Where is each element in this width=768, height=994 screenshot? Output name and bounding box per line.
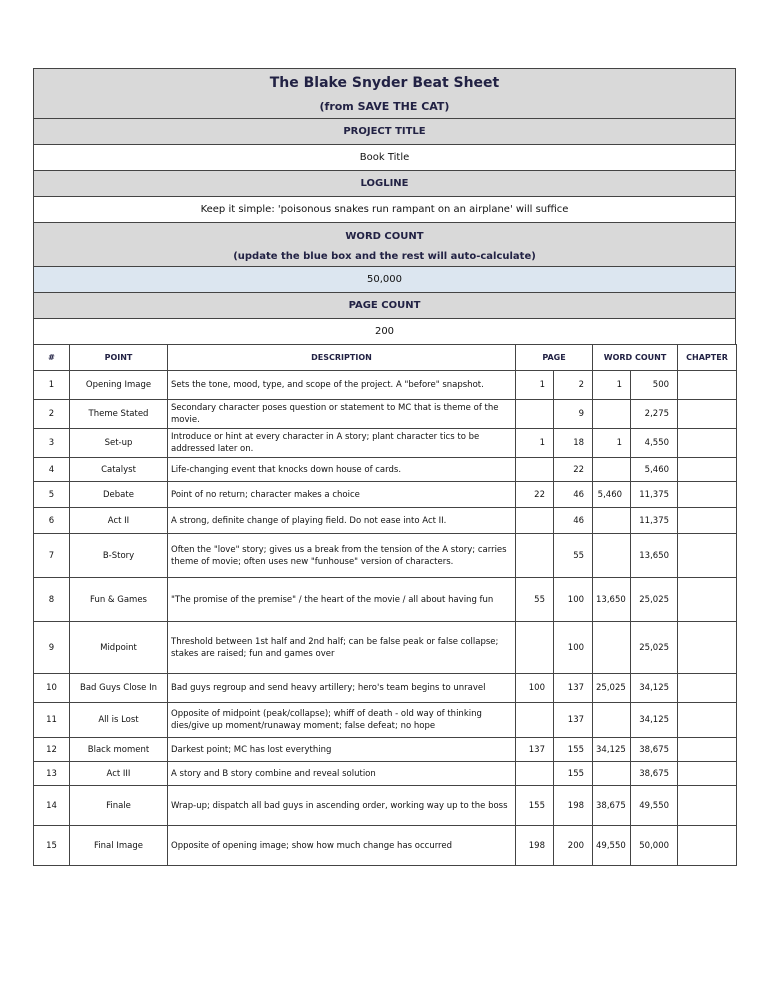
word-start: 25,025 xyxy=(593,674,631,703)
page-end: 55 xyxy=(554,534,593,578)
word-start xyxy=(593,458,631,482)
page-start xyxy=(516,534,554,578)
beat-description: Often the "love" story; gives us a break from the tension of the A story; carries theme of movie; often uses new "funhouse" version of characters. xyxy=(168,534,516,578)
beat-number: 11 xyxy=(34,703,70,738)
beat-number: 15 xyxy=(34,826,70,866)
beat-number: 6 xyxy=(34,508,70,534)
beat-number: 9 xyxy=(34,622,70,674)
beat-point: Theme Stated xyxy=(70,400,168,429)
beat-row xyxy=(34,674,737,703)
beat-number: 7 xyxy=(34,534,70,578)
page-end: 46 xyxy=(554,508,593,534)
page-count-field[interactable]: 200 xyxy=(33,318,736,344)
chapter-cell[interactable] xyxy=(678,738,737,762)
word-end: 25,025 xyxy=(631,578,678,622)
beat-number: 12 xyxy=(34,738,70,762)
page-end: 9 xyxy=(554,400,593,429)
beat-row xyxy=(34,508,737,534)
beat-point: Bad Guys Close In xyxy=(70,674,168,703)
chapter-cell[interactable] xyxy=(678,458,737,482)
chapter-cell[interactable] xyxy=(678,429,737,458)
word-start xyxy=(593,534,631,578)
page-end: 200 xyxy=(554,826,593,866)
project-title-field[interactable]: Book Title xyxy=(33,144,736,170)
beat-sheet xyxy=(33,68,736,866)
page-start xyxy=(516,703,554,738)
beat-number: 14 xyxy=(34,786,70,826)
sheet-title: The Blake Snyder Beat Sheet xyxy=(269,75,500,91)
word-count-label: WORD COUNT xyxy=(345,231,424,242)
page-start: 198 xyxy=(516,826,554,866)
word-start: 1 xyxy=(593,371,631,400)
word-end: 25,025 xyxy=(631,622,678,674)
page-start: 55 xyxy=(516,578,554,622)
logline-label: LOGLINE xyxy=(33,170,736,196)
page-end: 22 xyxy=(554,458,593,482)
word-start: 38,675 xyxy=(593,786,631,826)
page-end: 100 xyxy=(554,578,593,622)
word-end: 11,375 xyxy=(631,508,678,534)
beat-point: Fun & Games xyxy=(70,578,168,622)
word-end: 2,275 xyxy=(631,400,678,429)
chapter-cell[interactable] xyxy=(678,826,737,866)
page-start xyxy=(516,458,554,482)
beat-number: 5 xyxy=(34,482,70,508)
page-start xyxy=(516,400,554,429)
page-end: 137 xyxy=(554,674,593,703)
beat-point: All is Lost xyxy=(70,703,168,738)
word-end: 38,675 xyxy=(631,738,678,762)
beat-description: Introduce or hint at every character in A story; plant character tics to be addressed later on. xyxy=(168,429,516,458)
beat-row xyxy=(34,534,737,578)
beat-description: Threshold between 1st half and 2nd half; can be false peak or false collapse; stakes are raised; fun and games over xyxy=(168,622,516,674)
page-end: 46 xyxy=(554,482,593,508)
word-start xyxy=(593,622,631,674)
beat-description: Opposite of midpoint (peak/collapse); whiff of death - old way of thinking dies/give up moment/runaway moment; false defeat; no hope xyxy=(168,703,516,738)
beat-row xyxy=(34,703,737,738)
page-count-label: PAGE COUNT xyxy=(33,292,736,318)
col-point: POINT xyxy=(70,345,168,371)
beat-description: A story and B story combine and reveal solution xyxy=(168,762,516,786)
beat-number: 1 xyxy=(34,371,70,400)
word-count-note: (update the blue box and the rest will auto-calculate) xyxy=(233,251,536,262)
beat-row xyxy=(34,371,737,400)
page-end: 2 xyxy=(554,371,593,400)
page-start: 155 xyxy=(516,786,554,826)
beat-number: 3 xyxy=(34,429,70,458)
col-description: DESCRIPTION xyxy=(168,345,516,371)
col-page: PAGE xyxy=(516,345,593,371)
page-start: 1 xyxy=(516,371,554,400)
beat-description: Life-changing event that knocks down house of cards. xyxy=(168,458,516,482)
logline-field[interactable]: Keep it simple: 'poisonous snakes run rampant on an airplane' will suffice xyxy=(33,196,736,222)
chapter-cell[interactable] xyxy=(678,703,737,738)
beat-row xyxy=(34,786,737,826)
beat-row xyxy=(34,622,737,674)
page-start: 137 xyxy=(516,738,554,762)
word-end: 11,375 xyxy=(631,482,678,508)
page-start xyxy=(516,508,554,534)
page-start xyxy=(516,622,554,674)
chapter-cell[interactable] xyxy=(678,482,737,508)
beat-row xyxy=(34,826,737,866)
beat-description: Sets the tone, mood, type, and scope of the project. A "before" snapshot. xyxy=(168,371,516,400)
col-chapter: CHAPTER xyxy=(678,345,737,371)
word-start: 5,460 xyxy=(593,482,631,508)
chapter-cell[interactable] xyxy=(678,622,737,674)
word-count-field[interactable]: 50,000 xyxy=(33,266,736,292)
page-end: 137 xyxy=(554,703,593,738)
page-end: 198 xyxy=(554,786,593,826)
beat-point: Final Image xyxy=(70,826,168,866)
chapter-cell[interactable] xyxy=(678,578,737,622)
beat-row xyxy=(34,578,737,622)
beat-row xyxy=(34,458,737,482)
beat-description: Darkest point; MC has lost everything xyxy=(168,738,516,762)
word-end: 500 xyxy=(631,371,678,400)
beats-table xyxy=(33,344,737,866)
beat-description: Wrap-up; dispatch all bad guys in ascending order, working way up to the boss xyxy=(168,786,516,826)
beat-row xyxy=(34,738,737,762)
word-end: 34,125 xyxy=(631,674,678,703)
chapter-cell[interactable] xyxy=(678,534,737,578)
beat-description: Opposite of opening image; show how much change has occurred xyxy=(168,826,516,866)
header-row xyxy=(34,345,737,371)
beat-point: Debate xyxy=(70,482,168,508)
beat-description: Point of no return; character makes a choice xyxy=(168,482,516,508)
beat-number: 2 xyxy=(34,400,70,429)
beat-number: 8 xyxy=(34,578,70,622)
word-start xyxy=(593,762,631,786)
beat-number: 10 xyxy=(34,674,70,703)
page-start: 1 xyxy=(516,429,554,458)
beat-point: Catalyst xyxy=(70,458,168,482)
word-count-header xyxy=(33,222,736,266)
word-start: 13,650 xyxy=(593,578,631,622)
chapter-cell[interactable] xyxy=(678,674,737,703)
word-end: 4,550 xyxy=(631,429,678,458)
page-end: 18 xyxy=(554,429,593,458)
chapter-cell[interactable] xyxy=(678,762,737,786)
page-end: 100 xyxy=(554,622,593,674)
word-start xyxy=(593,508,631,534)
page-start xyxy=(516,762,554,786)
word-start: 49,550 xyxy=(593,826,631,866)
beat-point: Act II xyxy=(70,508,168,534)
word-end: 50,000 xyxy=(631,826,678,866)
word-end: 34,125 xyxy=(631,703,678,738)
chapter-cell[interactable] xyxy=(678,371,737,400)
page-end: 155 xyxy=(554,762,593,786)
beat-row xyxy=(34,482,737,508)
beat-point: Midpoint xyxy=(70,622,168,674)
beat-number: 13 xyxy=(34,762,70,786)
page-start: 100 xyxy=(516,674,554,703)
chapter-cell[interactable] xyxy=(678,786,737,826)
beat-row xyxy=(34,400,737,429)
chapter-cell[interactable] xyxy=(678,508,737,534)
page-start: 22 xyxy=(516,482,554,508)
chapter-cell[interactable] xyxy=(678,400,737,429)
beat-row xyxy=(34,429,737,458)
beat-point: Finale xyxy=(70,786,168,826)
beat-description: A strong, definite change of playing field. Do not ease into Act II. xyxy=(168,508,516,534)
word-start xyxy=(593,703,631,738)
beat-number: 4 xyxy=(34,458,70,482)
beat-point: Set-up xyxy=(70,429,168,458)
page-end: 155 xyxy=(554,738,593,762)
word-start xyxy=(593,400,631,429)
beat-point: Opening Image xyxy=(70,371,168,400)
col-num: # xyxy=(34,345,70,371)
beat-point: B-Story xyxy=(70,534,168,578)
sheet-subtitle: (from SAVE THE CAT) xyxy=(319,100,450,113)
word-start: 34,125 xyxy=(593,738,631,762)
beat-point: Act III xyxy=(70,762,168,786)
beat-description: Bad guys regroup and send heavy artillery; hero's team begins to unravel xyxy=(168,674,516,703)
beat-description: Secondary character poses question or statement to MC that is theme of the movie. xyxy=(168,400,516,429)
project-title-label: PROJECT TITLE xyxy=(33,118,736,144)
word-end: 38,675 xyxy=(631,762,678,786)
word-start: 1 xyxy=(593,429,631,458)
beat-row xyxy=(34,762,737,786)
word-end: 49,550 xyxy=(631,786,678,826)
beat-point: Black moment xyxy=(70,738,168,762)
col-word-count: WORD COUNT xyxy=(593,345,678,371)
title-block xyxy=(33,68,736,118)
beat-description: "The promise of the premise" / the heart of the movie / all about having fun xyxy=(168,578,516,622)
word-end: 13,650 xyxy=(631,534,678,578)
word-end: 5,460 xyxy=(631,458,678,482)
